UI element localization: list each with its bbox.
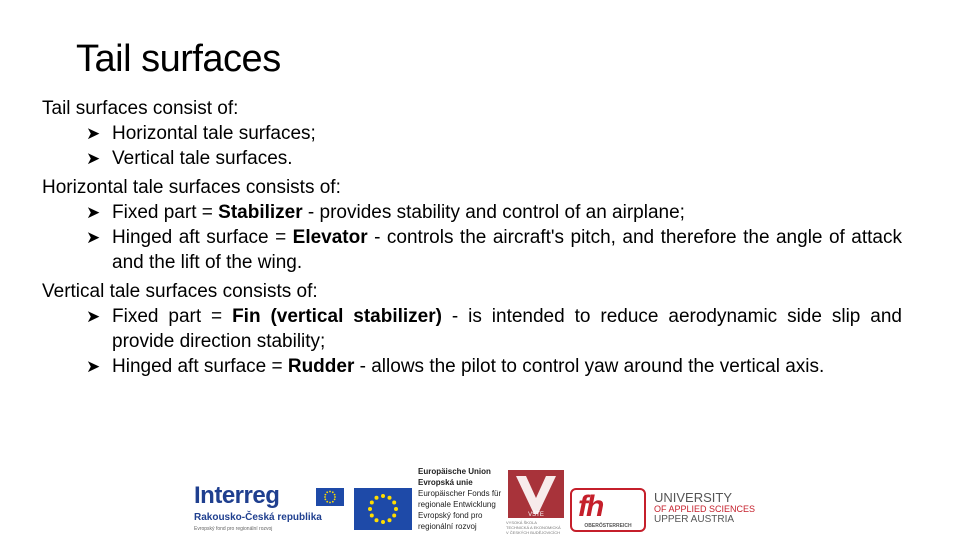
vste-logo-icon [508, 470, 564, 518]
bullet-item: ➤ Hinged aft surface = Elevator - controls the aircraft's pitch, and therefore the angle of attack and the lift of the wing. [86, 227, 902, 273]
bullet-item: ➤ Fixed part = Stabilizer - provides stability and control of an airplane; [86, 202, 685, 223]
section-heading: Vertical tale surfaces consists of: [42, 281, 318, 302]
interreg-fund-caption: Evropský fond pro regionální rozvoj [194, 526, 273, 532]
arrow-bullet-icon: ➤ [86, 307, 101, 326]
arrow-bullet-icon: ➤ [86, 124, 101, 143]
section-heading: Horizontal tale surfaces consists of: [42, 177, 341, 198]
bullet-item: ➤ Horizontal tale surfaces; [86, 123, 316, 144]
slide-title: Tail surfaces [76, 38, 281, 80]
bullet-item: ➤ Vertical tale surfaces. [86, 148, 293, 169]
arrow-bullet-icon: ➤ [86, 149, 101, 168]
arrow-bullet-icon: ➤ [86, 228, 101, 247]
university-wordmark: UNIVERSITY OF APPLIED SCIENCES UPPER AUSTRIA [654, 490, 756, 525]
interreg-subtitle: Rakousko-Česká republika [194, 512, 322, 523]
svg-text:VŠTE: VŠTE [528, 512, 544, 518]
section-heading: Tail surfaces consist of: [42, 98, 239, 119]
eu-flag-icon [354, 488, 412, 530]
eu-flag-small-icon [316, 488, 344, 506]
bullet-item: ➤ Hinged aft surface = Rudder - allows the pilot to control yaw around the vertical axis. [86, 356, 825, 377]
slide-body [42, 96, 902, 379]
partner-logos [190, 464, 756, 540]
fh-subtitle: OBERÖSTERREICH [584, 523, 632, 529]
arrow-bullet-icon: ➤ [86, 203, 101, 222]
arrow-bullet-icon: ➤ [86, 357, 101, 376]
interreg-wordmark: Interreg [194, 482, 280, 509]
fh-logo [570, 488, 646, 532]
fh-mark: fh [578, 490, 603, 523]
eu-fund-text: Europäische Union Evropská unie Europäischer Fonds für regionale Entwicklung Evropský fond pro regionální rozvoj [418, 467, 502, 531]
bullet-item: ➤ Fixed part = Fin (vertical stabilizer) - is intended to reduce aerodynamic side slip and provide direction stability; [86, 306, 902, 352]
vste-caption: VYSOKÁ ŠKOLA TECHNICKÁ A EKONOMICKÁ V ČESKÝCH BUDĚJOVICÍCH [506, 520, 561, 535]
